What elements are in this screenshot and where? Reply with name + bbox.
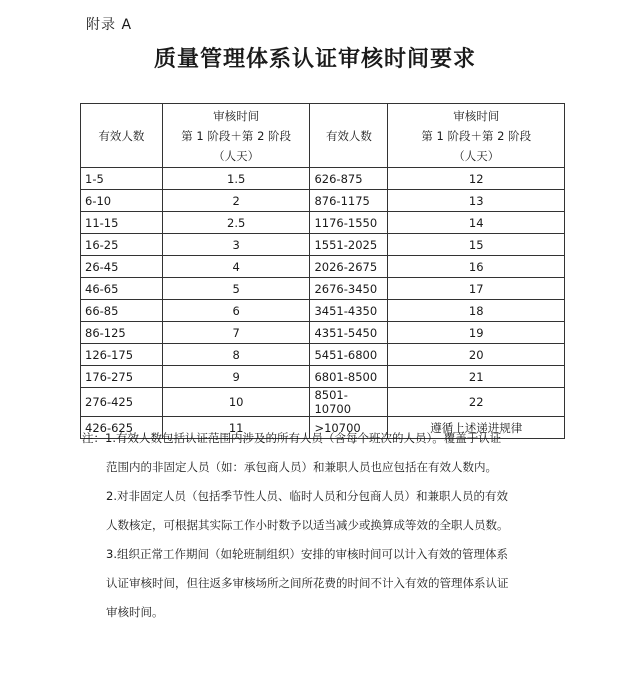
cell-audit-days: 2 <box>162 190 310 212</box>
cell-audit-days: 1.5 <box>162 168 310 190</box>
cell-audit-days: 12 <box>388 168 565 190</box>
table-row <box>81 256 565 278</box>
table-row <box>81 168 565 190</box>
cell-effective-people: 126-175 <box>81 344 163 366</box>
header-effective-people-1: 有效人数 <box>81 104 163 168</box>
cell-audit-days: 20 <box>388 344 565 366</box>
cell-effective-people: 4351-5450 <box>310 322 388 344</box>
cell-audit-days: 13 <box>388 190 565 212</box>
cell-effective-people: 2026-2675 <box>310 256 388 278</box>
cell-effective-people: >10700 <box>310 417 388 439</box>
header-line: （人天） <box>453 148 500 163</box>
cell-audit-days: 19 <box>388 322 565 344</box>
header-line: 第 1 阶段＋第 2 阶段 <box>181 128 292 143</box>
appendix-label: 附录 A <box>86 17 133 33</box>
cell-effective-people: 8501-10700 <box>310 388 388 417</box>
cell-effective-people: 11-15 <box>81 212 163 234</box>
cell-effective-people: 66-85 <box>81 300 163 322</box>
header-audit-time-1 <box>162 104 310 168</box>
table-body <box>81 168 565 439</box>
cell-audit-days: 4 <box>162 256 310 278</box>
cell-effective-people: 1551-2025 <box>310 234 388 256</box>
cell-effective-people: 426-625 <box>81 417 163 439</box>
table-row <box>81 366 565 388</box>
cell-audit-days: 7 <box>162 322 310 344</box>
cell-audit-days: 11 <box>162 417 310 439</box>
header-line: 第 1 阶段＋第 2 阶段 <box>421 128 532 143</box>
cell-effective-people: 86-125 <box>81 322 163 344</box>
cell-effective-people: 5451-6800 <box>310 344 388 366</box>
header-effective-people-2: 有效人数 <box>310 104 388 168</box>
note-3-line-1: 3.组织正常工作期间（如轮班制组织）安排的审核时间可以计入有效的管理体系 <box>106 547 508 561</box>
note-3-line-2: 认证审核时间，但往返多审核场所之间所花费的时间不计入有效的管理体系认证 <box>106 576 509 590</box>
cell-effective-people: 3451-4350 <box>310 300 388 322</box>
cell-effective-people: 16-25 <box>81 234 163 256</box>
table-row <box>81 388 565 417</box>
note-2-line-2: 人数核定，可根据其实际工作小时数予以适当减少或换算成等效的全职人员数。 <box>106 518 509 532</box>
cell-effective-people: 1-5 <box>81 168 163 190</box>
cell-effective-people: 876-1175 <box>310 190 388 212</box>
cell-effective-people: 6-10 <box>81 190 163 212</box>
cell-effective-people: 26-45 <box>81 256 163 278</box>
header-line: 审核时间 <box>213 108 260 123</box>
table-header-row <box>81 104 565 168</box>
cell-audit-days: 6 <box>162 300 310 322</box>
cell-audit-days: 16 <box>388 256 565 278</box>
cell-audit-days: 9 <box>162 366 310 388</box>
note-1-line-1: 注：1.有效人数包括认证范围内涉及的所有人员（含每个班次的人员）。覆盖于认证 <box>82 431 502 445</box>
header-line: （人天） <box>213 148 260 163</box>
header-audit-time-2 <box>388 104 565 168</box>
cell-audit-days: 2.5 <box>162 212 310 234</box>
cell-audit-days: 10 <box>162 388 310 417</box>
cell-effective-people: 276-425 <box>81 388 163 417</box>
cell-effective-people: 626-875 <box>310 168 388 190</box>
cell-audit-days: 5 <box>162 278 310 300</box>
document-title: 质量管理体系认证审核时间要求 <box>153 47 476 72</box>
cell-audit-days: 17 <box>388 278 565 300</box>
note-1-line-2: 范围内的非固定人员（如：承包商人员）和兼职人员也应包括在有效人数内。 <box>106 460 497 474</box>
note-2-line-1: 2.对非固定人员（包括季节性人员、临时人员和分包商人员）和兼职人员的有效 <box>106 489 508 503</box>
cell-audit-days: 18 <box>388 300 565 322</box>
cell-effective-people: 176-275 <box>81 366 163 388</box>
cell-audit-days: 21 <box>388 366 565 388</box>
table-row <box>81 190 565 212</box>
table-row <box>81 234 565 256</box>
note-3-line-3: 审核时间。 <box>106 605 164 619</box>
cell-audit-days: 8 <box>162 344 310 366</box>
cell-audit-days: 14 <box>388 212 565 234</box>
table-row <box>81 344 565 366</box>
table-row <box>81 212 565 234</box>
table-row <box>81 322 565 344</box>
cell-audit-days: 22 <box>388 388 565 417</box>
cell-effective-people: 1176-1550 <box>310 212 388 234</box>
table-row <box>81 300 565 322</box>
cell-effective-people: 6801-8500 <box>310 366 388 388</box>
table-row <box>81 278 565 300</box>
cell-audit-days: 3 <box>162 234 310 256</box>
notes-section <box>82 424 567 627</box>
header-line: 审核时间 <box>453 108 500 123</box>
cell-effective-people: 2676-3450 <box>310 278 388 300</box>
audit-time-table <box>80 103 565 439</box>
cell-audit-days: 遵循上述递进规律 <box>388 417 565 439</box>
cell-audit-days: 15 <box>388 234 565 256</box>
cell-effective-people: 46-65 <box>81 278 163 300</box>
